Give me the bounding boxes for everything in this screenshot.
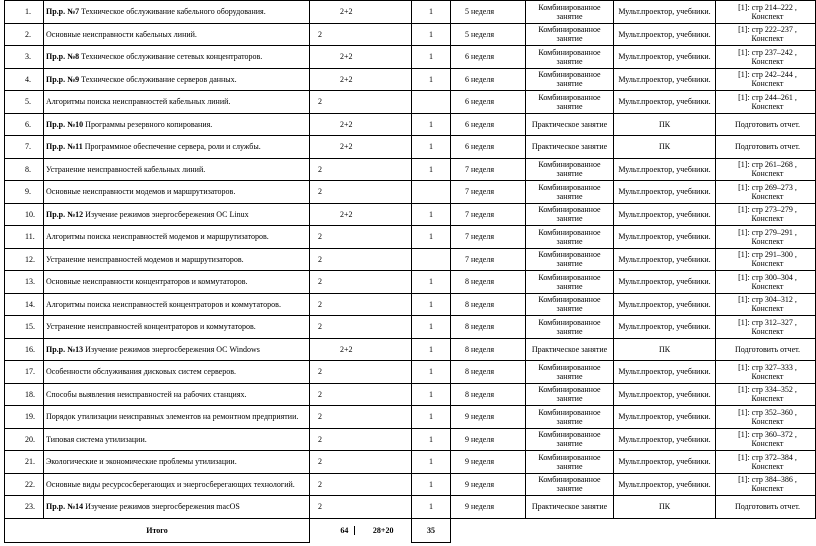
row-week: 7 неделя — [451, 158, 526, 181]
row-hours: 2 — [310, 248, 412, 271]
row-independent: 1 — [412, 158, 451, 181]
row-week: 7 неделя — [451, 203, 526, 226]
practical-work-label: Пр.р. №8 — [46, 52, 80, 62]
row-independent: 1 — [412, 473, 451, 496]
row-hours: 2+2 — [310, 136, 412, 159]
topic-text: Устранение неисправностей кабельных линий. — [46, 164, 206, 174]
row-equipment: Мульт.проектор, учебники. — [614, 1, 716, 24]
row-hours: 2 — [310, 91, 412, 114]
row-week: 6 неделя — [451, 68, 526, 91]
table-row — [5, 136, 816, 159]
table-row — [5, 158, 816, 181]
row-lesson-type: Комбинированное занятие — [526, 361, 614, 384]
row-sources: [1]: стр 222–237 , Конспект — [716, 23, 816, 46]
row-title — [44, 361, 310, 384]
row-hours: 2 — [310, 496, 412, 519]
row-equipment: ПК — [614, 136, 716, 159]
total-empty — [451, 518, 816, 542]
row-number: 6. — [5, 113, 44, 136]
row-sources: [1]: стр 214–222 , Конспект — [716, 1, 816, 24]
row-sources: Подготовить отчет. — [716, 496, 816, 519]
table-row — [5, 1, 816, 24]
row-lesson-type: Комбинированное занятие — [526, 91, 614, 114]
row-week: 9 неделя — [451, 496, 526, 519]
row-title — [44, 158, 310, 181]
total-practice: 28+20 — [354, 526, 411, 535]
row-week: 8 неделя — [451, 361, 526, 384]
row-title — [44, 23, 310, 46]
row-independent — [412, 91, 451, 114]
row-equipment: ПК — [614, 338, 716, 361]
row-lesson-type: Комбинированное занятие — [526, 46, 614, 69]
row-week: 5 неделя — [451, 1, 526, 24]
row-number: 19. — [5, 406, 44, 429]
row-hours: 2 — [310, 226, 412, 249]
row-lesson-type: Комбинированное занятие — [526, 406, 614, 429]
row-independent: 1 — [412, 406, 451, 429]
row-hours: 2 — [310, 316, 412, 339]
row-sources: [1]: стр 360–372 , Конспект — [716, 428, 816, 451]
row-week: 9 неделя — [451, 406, 526, 429]
practical-work-label: Пр.р. №14 — [46, 502, 84, 512]
topic-text: Техническое обслуживание серверов данных. — [79, 74, 237, 84]
row-equipment: Мульт.проектор, учебники. — [614, 203, 716, 226]
row-equipment: Мульт.проектор, учебники. — [614, 46, 716, 69]
topic-text: Порядок утилизации неисправных элементов на ремонтном предприятии. — [46, 412, 299, 422]
row-lesson-type: Комбинированное занятие — [526, 473, 614, 496]
topic-text: Устранение неисправностей концентраторов и коммутаторов. — [46, 322, 256, 332]
row-lesson-type: Комбинированное занятие — [526, 428, 614, 451]
row-number: 11. — [5, 226, 44, 249]
row-number: 21. — [5, 451, 44, 474]
row-hours: 2+2 — [310, 68, 412, 91]
row-independent: 1 — [412, 46, 451, 69]
row-lesson-type: Комбинированное занятие — [526, 68, 614, 91]
row-independent: 1 — [412, 361, 451, 384]
row-equipment: Мульт.проектор, учебники. — [614, 158, 716, 181]
row-number: 8. — [5, 158, 44, 181]
topic-text: Техническое обслуживание кабельного оборудования. — [79, 7, 266, 17]
row-hours: 2 — [310, 406, 412, 429]
practical-work-label: Пр.р. №11 — [46, 142, 83, 152]
row-number: 20. — [5, 428, 44, 451]
row-title — [44, 113, 310, 136]
row-hours: 2 — [310, 383, 412, 406]
row-independent: 1 — [412, 68, 451, 91]
row-lesson-type: Комбинированное занятие — [526, 451, 614, 474]
topic-text: Алгоритмы поиска неисправностей модемов и маршрутизаторов. — [46, 232, 269, 242]
row-title — [44, 68, 310, 91]
row-week: 6 неделя — [451, 136, 526, 159]
practical-work-label: Пр.р. №9 — [46, 74, 80, 84]
topic-text: Особенности обслуживания дисковых систем серверов. — [46, 367, 236, 377]
row-hours: 2 — [310, 428, 412, 451]
row-title — [44, 451, 310, 474]
row-title — [44, 406, 310, 429]
table-row — [5, 293, 816, 316]
table-row — [5, 383, 816, 406]
row-sources: [1]: стр 269–273 , Конспект — [716, 181, 816, 204]
row-equipment: Мульт.проектор, учебники. — [614, 248, 716, 271]
table-row — [5, 203, 816, 226]
row-week: 7 неделя — [451, 226, 526, 249]
row-week: 6 неделя — [451, 46, 526, 69]
row-independent: 1 — [412, 338, 451, 361]
total-lectures: 64 — [340, 525, 349, 535]
table-row — [5, 496, 816, 519]
row-title — [44, 203, 310, 226]
table-row — [5, 451, 816, 474]
row-hours: 2+2 — [310, 46, 412, 69]
row-sources: Подготовить отчет. — [716, 113, 816, 136]
row-hours: 2 — [310, 23, 412, 46]
table-row — [5, 248, 816, 271]
row-week: 9 неделя — [451, 428, 526, 451]
row-title — [44, 226, 310, 249]
row-hours: 2+2 — [310, 113, 412, 136]
row-equipment: Мульт.проектор, учебники. — [614, 451, 716, 474]
row-independent: 1 — [412, 293, 451, 316]
row-sources: [1]: стр 237–242 , Конспект — [716, 46, 816, 69]
topic-text: Техническое обслуживание сетевых концентраторов. — [79, 52, 263, 62]
row-sources: [1]: стр 244–261 , Конспект — [716, 91, 816, 114]
table-row — [5, 271, 816, 294]
row-week: 8 неделя — [451, 271, 526, 294]
row-lesson-type: Комбинированное занятие — [526, 158, 614, 181]
row-independent: 1 — [412, 451, 451, 474]
table-row — [5, 181, 816, 204]
table-row — [5, 406, 816, 429]
row-number: 7. — [5, 136, 44, 159]
row-hours: 2 — [310, 181, 412, 204]
row-number: 22. — [5, 473, 44, 496]
row-number: 18. — [5, 383, 44, 406]
row-lesson-type: Комбинированное занятие — [526, 23, 614, 46]
lesson-rows — [5, 1, 816, 519]
row-sources: [1]: стр 312–327 , Конспект — [716, 316, 816, 339]
row-sources: [1]: стр 334–352 , Конспект — [716, 383, 816, 406]
topic-text: Устранение неисправностей модемов и маршрутизаторов. — [46, 254, 244, 264]
row-equipment: Мульт.проектор, учебники. — [614, 316, 716, 339]
row-hours: 2 — [310, 473, 412, 496]
row-title — [44, 181, 310, 204]
row-sources: [1]: стр 261–268 , Конспект — [716, 158, 816, 181]
row-sources: Подготовить отчет. — [716, 136, 816, 159]
row-number: 16. — [5, 338, 44, 361]
row-number: 14. — [5, 293, 44, 316]
row-independent: 1 — [412, 496, 451, 519]
table-row — [5, 226, 816, 249]
row-week: 7 неделя — [451, 248, 526, 271]
topic-text: Алгоритмы поиска неисправностей кабельных линий. — [46, 97, 231, 107]
table-row — [5, 428, 816, 451]
table-row — [5, 46, 816, 69]
row-sources: [1]: стр 242–244 , Конспект — [716, 68, 816, 91]
row-hours: 2+2 — [310, 338, 412, 361]
row-equipment: Мульт.проектор, учебники. — [614, 428, 716, 451]
row-independent: 1 — [412, 383, 451, 406]
row-number: 10. — [5, 203, 44, 226]
row-hours: 2 — [310, 271, 412, 294]
row-number: 4. — [5, 68, 44, 91]
row-equipment: Мульт.проектор, учебники. — [614, 361, 716, 384]
topic-text: Изучение режимов энергосбережения macOS — [83, 502, 240, 512]
row-equipment: Мульт.проектор, учебники. — [614, 473, 716, 496]
row-number: 1. — [5, 1, 44, 24]
row-lesson-type: Комбинированное занятие — [526, 293, 614, 316]
table-row — [5, 473, 816, 496]
row-title — [44, 1, 310, 24]
row-independent — [412, 181, 451, 204]
topic-text: Изучение режимов энергосбережения ОС Linux — [83, 209, 249, 219]
practical-work-label: Пр.р. №13 — [46, 344, 84, 354]
topic-text: Типовая система утилизации. — [46, 434, 147, 444]
row-number: 23. — [5, 496, 44, 519]
row-number: 5. — [5, 91, 44, 114]
row-independent: 1 — [412, 23, 451, 46]
topic-text: Экологические и экономические проблемы утилизации. — [46, 457, 237, 467]
row-equipment: ПК — [614, 113, 716, 136]
row-equipment: Мульт.проектор, учебники. — [614, 383, 716, 406]
row-hours: 2 — [310, 451, 412, 474]
row-week: 5 неделя — [451, 23, 526, 46]
row-lesson-type: Комбинированное занятие — [526, 248, 614, 271]
row-lesson-type: Практическое занятие — [526, 136, 614, 159]
row-title — [44, 271, 310, 294]
row-equipment: Мульт.проектор, учебники. — [614, 293, 716, 316]
table-row — [5, 316, 816, 339]
total-row — [5, 518, 816, 542]
row-lesson-type: Комбинированное занятие — [526, 203, 614, 226]
practical-work-label: Пр.р. №12 — [46, 209, 84, 219]
row-week: 8 неделя — [451, 293, 526, 316]
row-hours: 2 — [310, 361, 412, 384]
row-equipment: Мульт.проектор, учебники. — [614, 406, 716, 429]
table-row — [5, 23, 816, 46]
row-lesson-type: Комбинированное занятие — [526, 181, 614, 204]
row-lesson-type: Практическое занятие — [526, 113, 614, 136]
row-title — [44, 428, 310, 451]
row-lesson-type: Практическое занятие — [526, 338, 614, 361]
row-title — [44, 293, 310, 316]
row-lesson-type: Комбинированное занятие — [526, 1, 614, 24]
row-week: 8 неделя — [451, 338, 526, 361]
row-week: 8 неделя — [451, 383, 526, 406]
row-hours: 2 — [310, 158, 412, 181]
row-hours: 2 — [310, 293, 412, 316]
row-number: 12. — [5, 248, 44, 271]
topic-text: Основные виды ресурсосберегающих и энергосберегающих технологий. — [46, 479, 295, 489]
topic-text: Алгоритмы поиска неисправностей концентраторов и коммутаторов. — [46, 299, 281, 309]
row-sources: [1]: стр 300–304 , Конспект — [716, 271, 816, 294]
row-hours: 2+2 — [310, 1, 412, 24]
row-equipment: Мульт.проектор, учебники. — [614, 226, 716, 249]
row-equipment: Мульт.проектор, учебники. — [614, 91, 716, 114]
row-number: 2. — [5, 23, 44, 46]
row-equipment: Мульт.проектор, учебники. — [614, 181, 716, 204]
row-lesson-type: Комбинированное занятие — [526, 316, 614, 339]
topic-text: Изучение режимов энергосбережения ОС Windows — [83, 344, 260, 354]
row-sources: [1]: стр 372–384 , Конспект — [716, 451, 816, 474]
row-number: 17. — [5, 361, 44, 384]
topic-text: Основные неисправности кабельных линий. — [46, 29, 197, 39]
row-equipment: Мульт.проектор, учебники. — [614, 271, 716, 294]
row-title — [44, 338, 310, 361]
row-sources: [1]: стр 279–291 , Конспект — [716, 226, 816, 249]
row-equipment: Мульт.проектор, учебники. — [614, 23, 716, 46]
row-lesson-type: Комбинированное занятие — [526, 226, 614, 249]
total-hours-cell — [310, 518, 412, 542]
row-independent: 1 — [412, 203, 451, 226]
row-independent: 1 — [412, 1, 451, 24]
row-lesson-type: Комбинированное занятие — [526, 271, 614, 294]
row-number: 15. — [5, 316, 44, 339]
row-lesson-type: Комбинированное занятие — [526, 383, 614, 406]
row-title — [44, 473, 310, 496]
table-row — [5, 68, 816, 91]
row-title — [44, 316, 310, 339]
row-week: 6 неделя — [451, 91, 526, 114]
row-number: 13. — [5, 271, 44, 294]
row-week: 9 неделя — [451, 451, 526, 474]
row-independent: 1 — [412, 136, 451, 159]
row-independent — [412, 248, 451, 271]
row-sources: [1]: стр 327–333 , Конспект — [716, 361, 816, 384]
row-equipment: ПК — [614, 496, 716, 519]
row-title — [44, 91, 310, 114]
total-independent: 35 — [412, 518, 451, 542]
row-title — [44, 248, 310, 271]
row-lesson-type: Практическое занятие — [526, 496, 614, 519]
row-independent: 1 — [412, 271, 451, 294]
row-number: 3. — [5, 46, 44, 69]
topic-text: Основные неисправности модемов и маршрутизаторов. — [46, 187, 236, 197]
row-independent: 1 — [412, 316, 451, 339]
row-week: 9 неделя — [451, 473, 526, 496]
topic-text: Способы выявления неисправностей на рабочих станциях. — [46, 389, 247, 399]
row-sources: [1]: стр 352–360 , Конспект — [716, 406, 816, 429]
total-label: Итого — [5, 518, 310, 542]
row-title — [44, 496, 310, 519]
row-title — [44, 383, 310, 406]
table-row — [5, 338, 816, 361]
row-week: 8 неделя — [451, 316, 526, 339]
row-title — [44, 46, 310, 69]
row-equipment: Мульт.проектор, учебники. — [614, 68, 716, 91]
topic-text: Основные неисправности концентраторов и коммутаторов. — [46, 277, 248, 287]
topic-text: Программное обеспечение сервера, роли и службы. — [82, 142, 261, 152]
row-sources: [1]: стр 291–300 , Конспект — [716, 248, 816, 271]
row-number: 9. — [5, 181, 44, 204]
row-sources: [1]: стр 384–386 , Конспект — [716, 473, 816, 496]
row-sources: [1]: стр 304–312 , Конспект — [716, 293, 816, 316]
practical-work-label: Пр.р. №10 — [46, 119, 84, 129]
row-independent: 1 — [412, 226, 451, 249]
table-row — [5, 361, 816, 384]
row-sources: Подготовить отчет. — [716, 338, 816, 361]
row-independent: 1 — [412, 113, 451, 136]
row-title — [44, 136, 310, 159]
row-independent: 1 — [412, 428, 451, 451]
table-row — [5, 113, 816, 136]
topic-text: Программы резервного копирования. — [83, 119, 213, 129]
row-sources: [1]: стр 273–279 , Конспект — [716, 203, 816, 226]
table-row — [5, 91, 816, 114]
lesson-plan-table — [4, 0, 816, 543]
row-week: 6 неделя — [451, 113, 526, 136]
row-week: 7 неделя — [451, 181, 526, 204]
row-hours: 2+2 — [310, 203, 412, 226]
practical-work-label: Пр.р. №7 — [46, 7, 80, 17]
